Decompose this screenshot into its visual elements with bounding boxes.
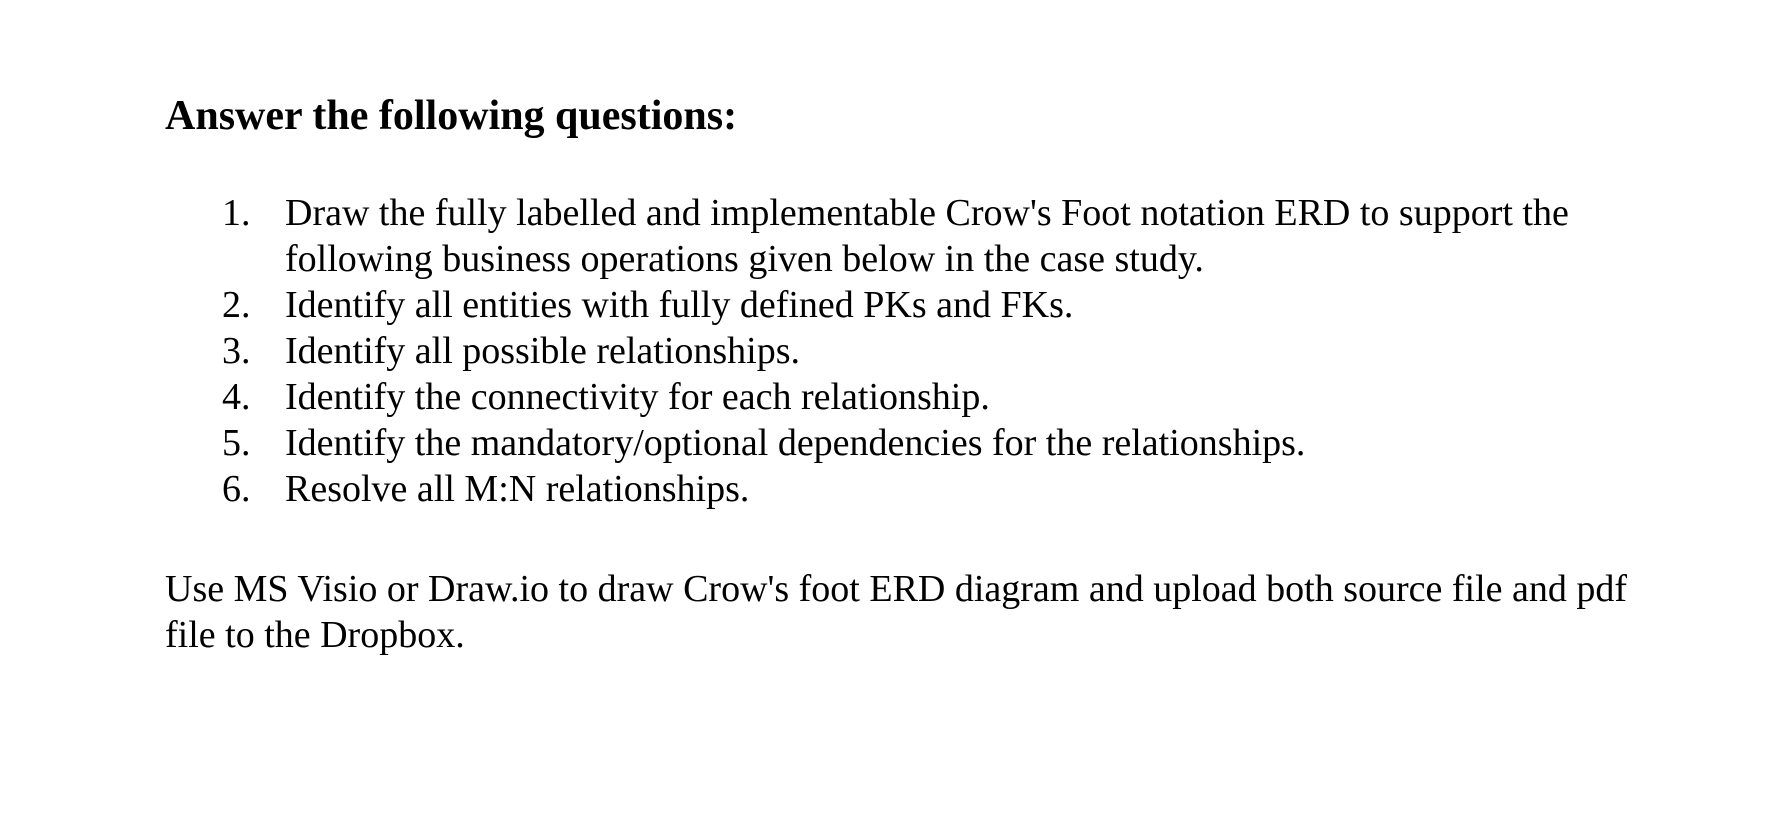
question-list [165,190,1665,512]
question-number: 5. [222,422,251,464]
question-text: Identify the connectivity for each relationship. [285,376,990,418]
question-text: Identify all entities with fully defined PKs and FKs. [285,284,1074,326]
question-item [165,374,1665,420]
question-number: 6. [222,468,251,510]
question-item [165,282,1665,328]
question-number: 1. [222,192,251,234]
question-text: Resolve all M:N relationships. [285,468,750,510]
page-title: Answer the following questions: [165,93,738,139]
question-number: 3. [222,330,251,372]
question-text: Identify all possible relationships. [285,330,801,372]
question-item [165,466,1665,512]
question-item [165,420,1665,466]
document-body [165,88,1665,658]
question-number: 2. [222,284,251,326]
instructions-paragraph: Use MS Visio or Draw.io to draw Crow's foot ERD diagram and upload both source file and pdf file to the Dropbox. [165,568,1628,656]
question-text: Draw the fully labelled and implementable Crow's Foot notation ERD to support the following business operations given below in the case study. [285,192,1569,280]
question-item [165,328,1665,374]
question-item [165,190,1665,282]
question-number: 4. [222,376,251,418]
question-text: Identify the mandatory/optional dependencies for the relationships. [285,422,1306,464]
